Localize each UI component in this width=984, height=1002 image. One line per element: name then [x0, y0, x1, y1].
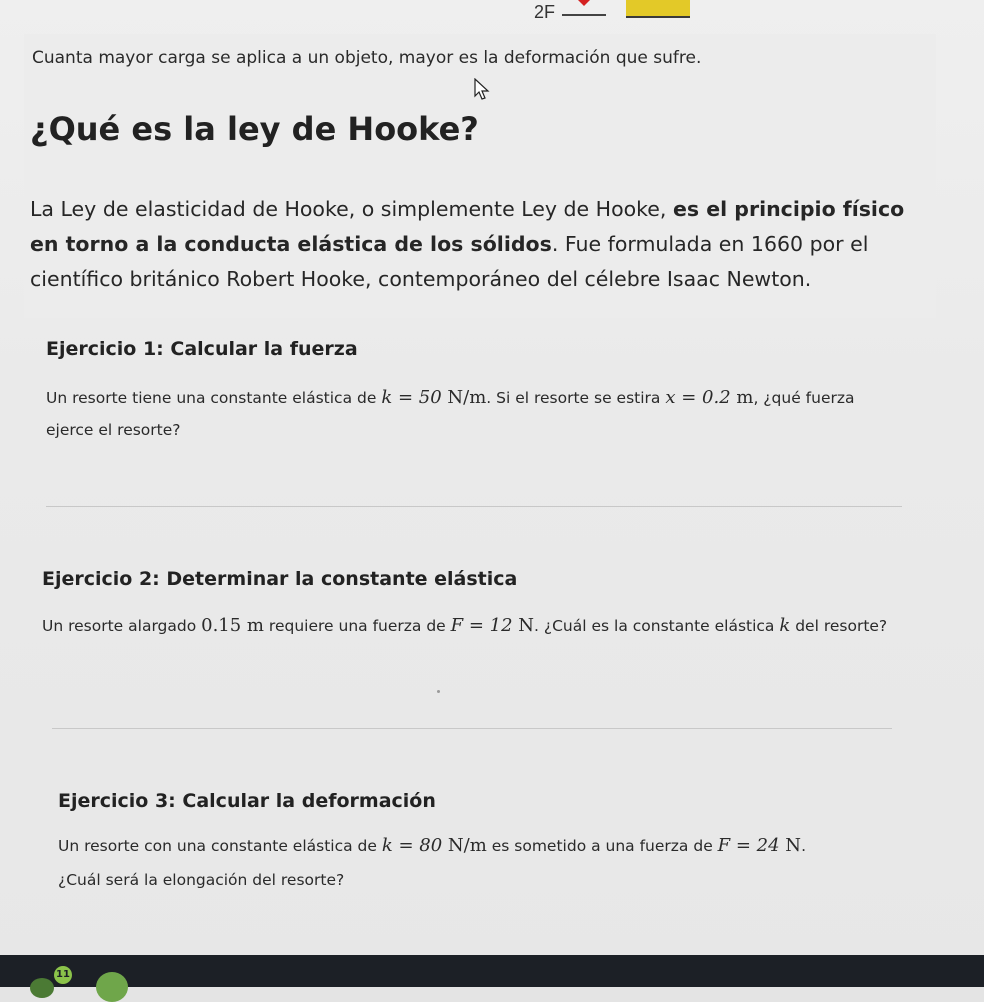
hooke-definition [30, 192, 930, 297]
figure-strip [0, 0, 984, 30]
exercise-2-text [42, 610, 892, 642]
ex1-text-a: Un resorte tiene una constante elástica de [46, 389, 382, 407]
ex2-f-value: F = 12 [450, 615, 513, 636]
ex3-text-c: . [801, 837, 806, 855]
mouse-pointer-icon [474, 78, 492, 102]
exercise-1-text [46, 382, 896, 446]
ex3-text-a: Un resorte con una constante elástica de [58, 837, 382, 855]
exercise-1-title: Ejercicio 1: Calcular la fuerza [46, 338, 358, 360]
ex3-f-unit: N [779, 835, 802, 856]
ex2-length: 0.15 m [201, 615, 264, 636]
ex3-f-value: F = 24 [717, 835, 780, 856]
force-label: 2F [534, 2, 556, 22]
exercise-2-title: Ejercicio 2: Determinar la constante elástica [42, 568, 518, 590]
page-title: ¿Qué es la ley de Hooke? [30, 110, 479, 148]
speck [437, 690, 440, 693]
intro-sentence: Cuanta mayor carga se aplica a un objeto, mayor es la deformación que sufre. [32, 48, 702, 68]
taskbar-app-icon[interactable] [30, 978, 54, 998]
ex1-x-value: x = 0.2 [665, 387, 731, 408]
definition-part-1: La Ley de elasticidad de Hooke, o simplemente Ley de Hooke, [30, 197, 673, 221]
taskbar-app-icon-2[interactable] [96, 972, 128, 1002]
ex1-text-b: . Si el resorte se estira [486, 389, 666, 407]
ex1-k-value: k = 50 [381, 387, 442, 408]
ex2-text-b: requiere una fuerza de [264, 617, 451, 635]
definition-part-2: . Fue formulada en 1660 por el científico británico Robert Hooke, contemporáneo del célebre Isaac Newton. [30, 232, 869, 291]
notification-badge[interactable]: 11 [54, 966, 72, 984]
ex3-k-unit: N/m [442, 835, 487, 856]
force-arrow-icon [578, 0, 590, 6]
ex2-f-unit: N [512, 615, 535, 636]
ex2-text-a: Un resorte alargado [42, 617, 202, 635]
ex1-x-unit: m [730, 387, 754, 408]
ex2-k-symbol: k [779, 615, 791, 636]
definition-bold: es el principio físico en torno a la conducta elástica de los sólidos [30, 197, 905, 256]
ex1-text-c: , ¿qué fuerza ejerce el resorte? [46, 389, 855, 439]
exercise-2-answer-line [52, 728, 892, 729]
exercise-1-answer-line [46, 506, 902, 507]
exercise-3-question: ¿Cuál será la elongación del resorte? [58, 871, 345, 889]
force-line [562, 14, 606, 16]
taskbar [0, 955, 984, 987]
ex2-text-c: . ¿Cuál es la constante elástica [534, 617, 780, 635]
weight-block [626, 0, 690, 18]
exercise-3-title: Ejercicio 3: Calcular la deformación [58, 790, 436, 812]
ex2-text-d: del resorte? [790, 617, 888, 635]
ex3-k-value: k = 80 [381, 835, 443, 856]
ex3-text-b: es sometido a una fuerza de [486, 837, 718, 855]
ex1-k-unit: N/m [441, 387, 487, 408]
exercise-3-text [58, 830, 898, 862]
